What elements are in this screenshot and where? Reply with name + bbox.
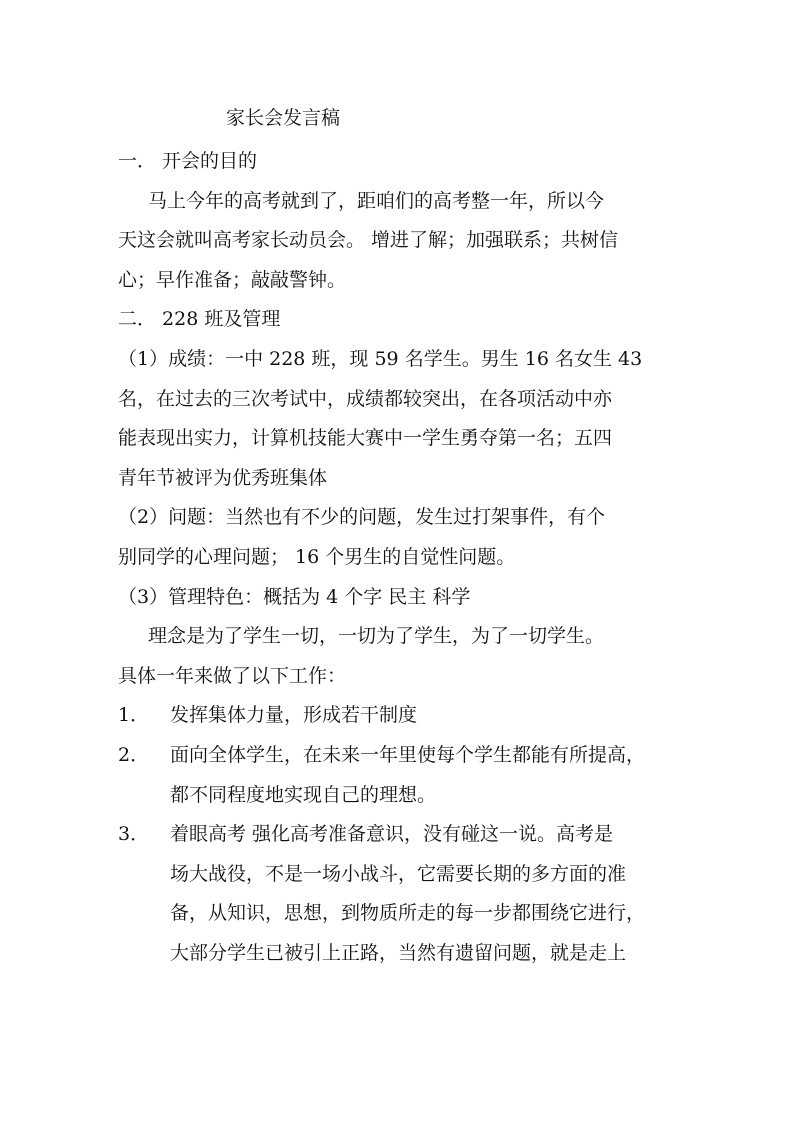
list-item [118, 736, 678, 815]
list-number: 1． [118, 704, 150, 727]
paragraph-line: 别同学的心理问题； 16 个男生的自觉性问题。 [118, 545, 516, 568]
list-line: 着眼高考 强化高考准备意识，没有碰这一说。高考是 [170, 823, 614, 846]
paragraph-line: （2）问题：当然也有不少的问题，发生过打架事件，有个 [118, 506, 606, 529]
list-number: 3． [118, 823, 150, 846]
paragraph-line: 具体一年来做了以下工作： [118, 664, 347, 687]
list-line: 大部分学生已被引上正路，当然有遗留问题，就是走上 [170, 941, 627, 964]
document-body [118, 142, 678, 973]
list-line: 备，从知识，思想，到物质所走的每一步都围绕它进行， [170, 902, 646, 925]
list-text [170, 815, 678, 973]
paragraph-line: 天这会就叫高考家长动员会。 增进了解；加强联系；共树信 [118, 229, 619, 252]
list-item [118, 815, 678, 973]
paragraph-line: 青年节被评为优秀班集体 [118, 466, 328, 489]
list-number: 2． [118, 743, 150, 766]
section-heading: 一． 开会的目的 [118, 150, 258, 172]
list-text [170, 736, 678, 815]
list-item [118, 696, 678, 736]
list-line: 场大战役，不是一场小战斗，它需要长期的多方面的准 [170, 862, 627, 885]
document-title: 家长会发言稿 [226, 107, 341, 129]
list-line: 面向全体学生，在未来一年里使每个学生都能有所提高， [170, 743, 646, 766]
list-line: 发挥集体力量，形成若干制度 [170, 704, 418, 727]
paragraph-line: 理念是为了学生一切，一切为了学生，为了一切学生。 [148, 625, 605, 648]
paragraph-line: 马上今年的高考就到了，距咱们的高考整一年，所以今 [148, 189, 605, 212]
list-text [170, 696, 678, 736]
paragraph-line: 心；早作准备；敲敲警钟。 [118, 268, 347, 291]
paragraph-line: 能表现出实力，计算机技能大赛中一学生勇夺第一名；五四 [118, 427, 613, 450]
paragraph-line: 名，在过去的三次考试中，成绩都较突出，在各项活动中亦 [118, 387, 613, 410]
paragraph-line: （1）成绩：一中 228 班，现 59 名学生。男生 16 名女生 43 [118, 347, 643, 370]
section-heading: 二． 228 班及管理 [118, 308, 281, 331]
list-line: 都不同程度地实现自己的理想。 [170, 783, 437, 806]
paragraph-line: （3）管理特色：概括为 4 个字 民主 科学 [118, 585, 471, 608]
